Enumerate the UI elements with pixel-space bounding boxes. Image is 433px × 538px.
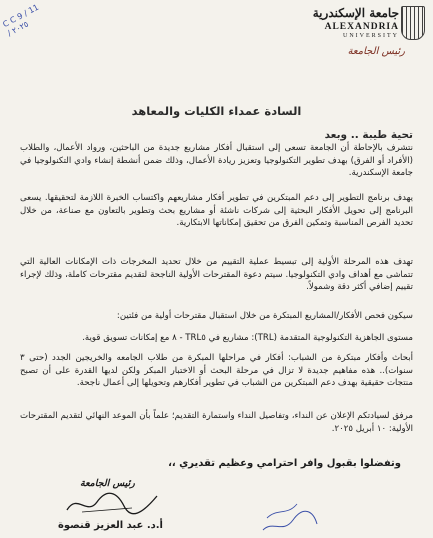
university-emblem-icon	[401, 6, 425, 40]
paragraph-youth: أبحاث وأفكار مبتكرة من الشباب: أفكار في مراحلها المبكرة من طلاب الجامعه والخريجين الجدد (حتى ٣ سنوات).. هذه مفاهيم جديدة لا تزال في مرحلة البحث أو الاختبار المبكر ولكن لديها القدرة على أن تصبح منتجات حقيقية بهدف دعم المبتكرين من الشباب في تطوير أفكارهم وتحويلها إلى أعمال ناجحة.	[20, 353, 413, 389]
paragraph-intro: نتشرف بالإحاطة أن الجامعة تسعى إلى استقبال أفكار مشاريع جديدة من الباحثين، ورواد الأعمال، والطلاب (الأفراد أو الفرق) بهدف تطوير التكنولوجيا وتعزيز ريادة الأعمال، وذلك ضمن أنشطة إنشاء وادي التكنولوجيا في جامعة الإسكندرية.	[20, 143, 413, 179]
paragraph-categories: سيكون فحص الأفكار/المشاريع المبتكرة من خلال استقبال مقترحات أولية من فئتين:	[116, 311, 413, 321]
closing-line: وتفضلوا بقبول وافر احترامي وعظيم تقديري ،،	[168, 458, 401, 469]
university-name-ar: جامعة الإسكندرية	[312, 6, 399, 20]
greeting: تحية طيبة .. وبعد	[324, 129, 413, 141]
margin-scribble	[253, 490, 323, 538]
signatory-name: أ.د. عبد العزيز قنصوة	[58, 520, 163, 531]
handwritten-note: C C 9 / 11 / ٢٠٢٥	[1, 2, 41, 38]
university-name-en-sub: UNIVERSITY	[343, 33, 399, 39]
signature-scribble	[62, 488, 162, 518]
paragraph-stage: تهدف هذه المرحلة الأولية إلى تبسيط عملية التقييم من خلال تحديد المخرجات ذات الإمكانات العالية التي تتماشى مع أهداف وادي التكنولوجيا. سيتم دعوة المقترحات الأولية الناجحة لتقديم مقترحات كاملة، وذلك لإجراء تقييم إضافي أكثر دقة وشمولاً.	[20, 257, 413, 293]
signatory-title: رئيس الجامعة	[80, 478, 135, 489]
paragraph-trl: مستوى الجاهزية التكنولوجية المتقدمة (TRL): مشاريع في TRL٥ - ٨ مع إمكانات تسويق قوية.	[82, 333, 413, 343]
university-logo	[305, 4, 425, 44]
paragraph-deadline: مرفق لسيادتكم الإعلان عن النداء، وتفاصيل النداء واستمارة التقديم؛ علماً بأن الموعد النهائي لتقديم المقترحات الأولية: ١٠ أبريل ٢٠٢٥.	[20, 411, 413, 434]
university-name-en: ALEXANDRIA	[324, 22, 399, 32]
paragraph-program: يهدف برنامج التطوير إلى دعم المبتكرين في تطوير أفكار مشاريعهم واكتساب الخبرة اللازمة لتحقيقها. يسعى البرنامج إلى تحويل الأفكار البحثية إلى شركات ناشئة أو مشاريع بحث وتطوير بالتعاون مع صناعة، من خلال تحديد الفرص المناسبة وتمكين الفرق من تحقيق إمكاناتها الابتكارية.	[20, 193, 413, 229]
office-title: رئيس الجامعة	[347, 46, 405, 57]
addressee: السادة عمداء الكليات والمعاهد	[131, 104, 302, 118]
